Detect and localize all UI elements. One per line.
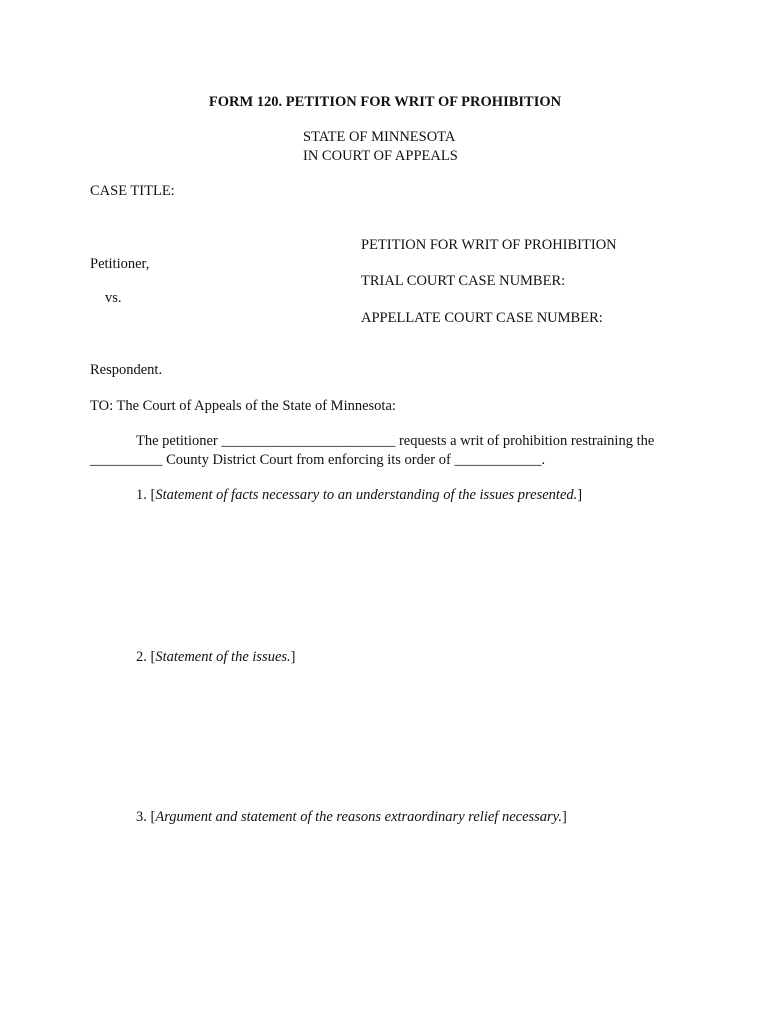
- respondent-label: Respondent.: [90, 362, 163, 378]
- item-argument: [136, 809, 567, 826]
- item-1-number: 1. [: [136, 487, 156, 503]
- item-2-close: ]: [290, 649, 296, 665]
- court-state-line: STATE OF MINNESOTA: [303, 129, 456, 145]
- petition-heading: PETITION FOR WRIT OF PROHIBITION: [361, 237, 617, 253]
- item-2-number: 2. [: [136, 649, 156, 665]
- court-name-line: IN COURT OF APPEALS: [303, 148, 458, 164]
- versus-label: vs.: [105, 290, 122, 306]
- item-1-text: Statement of facts necessary to an understanding of the issues presented.: [155, 487, 578, 503]
- request-paragraph-line-2: __________ County District Court from enforcing its order of ____________.: [90, 452, 546, 468]
- item-3-text: Argument and statement of the reasons extraordinary relief necessary.: [155, 809, 562, 825]
- item-2-text: Statement of the issues.: [155, 649, 291, 665]
- item-3-close: ]: [561, 809, 567, 825]
- item-statement-of-facts: [136, 487, 582, 504]
- trial-case-number-label: TRIAL COURT CASE NUMBER:: [361, 273, 566, 289]
- form-title: FORM 120. PETITION FOR WRIT OF PROHIBITION: [208, 94, 562, 110]
- court-caption: [303, 128, 458, 166]
- request-paragraph-line-1: The petitioner ________________________ requests a writ of prohibition restraining the: [136, 433, 655, 449]
- petitioner-label: Petitioner,: [90, 256, 150, 272]
- item-1-close: ]: [577, 487, 583, 503]
- appellate-case-number-label: APPELLATE COURT CASE NUMBER:: [361, 310, 603, 326]
- item-3-number: 3. [: [136, 809, 156, 825]
- case-title-label: CASE TITLE:: [90, 183, 175, 199]
- item-statement-of-issues: [136, 649, 296, 666]
- addressee-line: TO: The Court of Appeals of the State of Minnesota:: [90, 398, 396, 414]
